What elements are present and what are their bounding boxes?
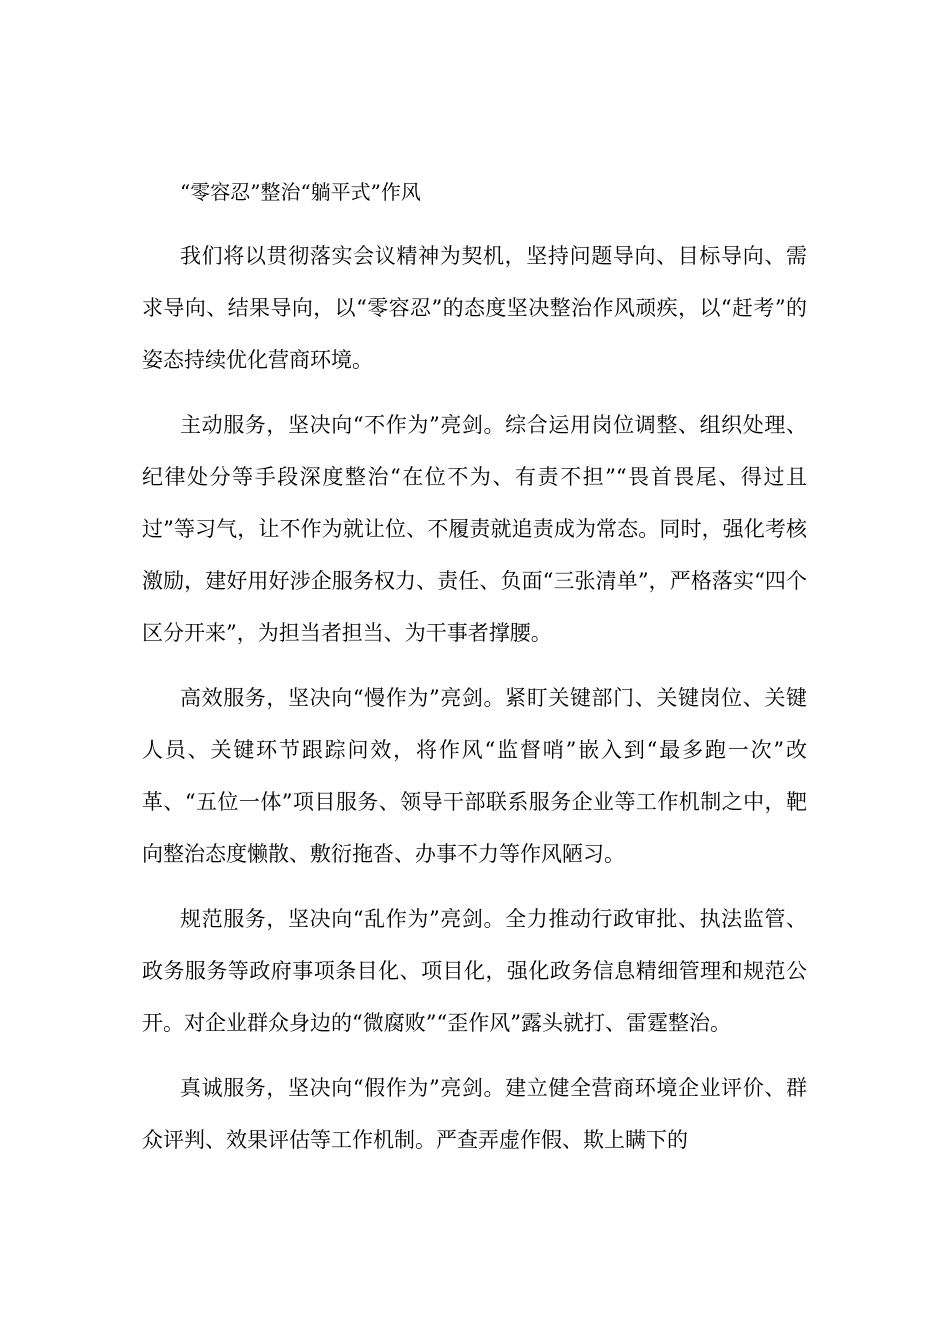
- paragraph-intro: 我们将以贯彻落实会议精神为契机，坚持问题导向、目标导向、需求导向、结果导向，以“零容忍”的态度坚决整治作风顽疾，以“赶考”的姿态持续优化营商环境。: [142, 244, 807, 372]
- document-body: [142, 174, 807, 1179]
- paragraph-standardized-service: 规范服务，坚决向“乱作为”亮剑。全力推动行政审批、执法监管、政务服务等政府事项条目化、项目化，强化政务信息精细管理和规范公开。对企业群众身边的“微腐败”“歪作风”露头就打、雷霆整治。: [142, 907, 807, 1035]
- paragraph-proactive-service: 主动服务，坚决向“不作为”亮剑。综合运用岗位调整、组织处理、纪律处分等手段深度整治“在位不为、有责不担”“畏首畏尾、得过且过”等习气，让不作为就让位、不履责就追责成为常态。同时，强化考核激励，建好用好涉企服务权力、责任、负面“三张清单”，严格落实“四个区分开来”，为担当者担当、为干事者撑腰。: [142, 413, 807, 645]
- paragraph-efficient-service: 高效服务，坚决向“慢作为”亮剑。紧盯关键部门、关键岗位、关键人员、关键环节跟踪问效，将作风“监督哨”嵌入到“最多跑一次”改革、“五位一体”项目服务、领导干部联系服务企业等工作机制之中，靶向整治态度懒散、敷衍拖沓、办事不力等作风陋习。: [142, 686, 807, 866]
- document-title: “零容忍”整治“躺平式”作风: [180, 180, 421, 204]
- paragraph-sincere-service: 真诚服务，坚决向“假作为”亮剑。建立健全营商环境企业评价、群众评判、效果评估等工作机制。严查弄虚作假、欺上瞒下的: [142, 1076, 807, 1152]
